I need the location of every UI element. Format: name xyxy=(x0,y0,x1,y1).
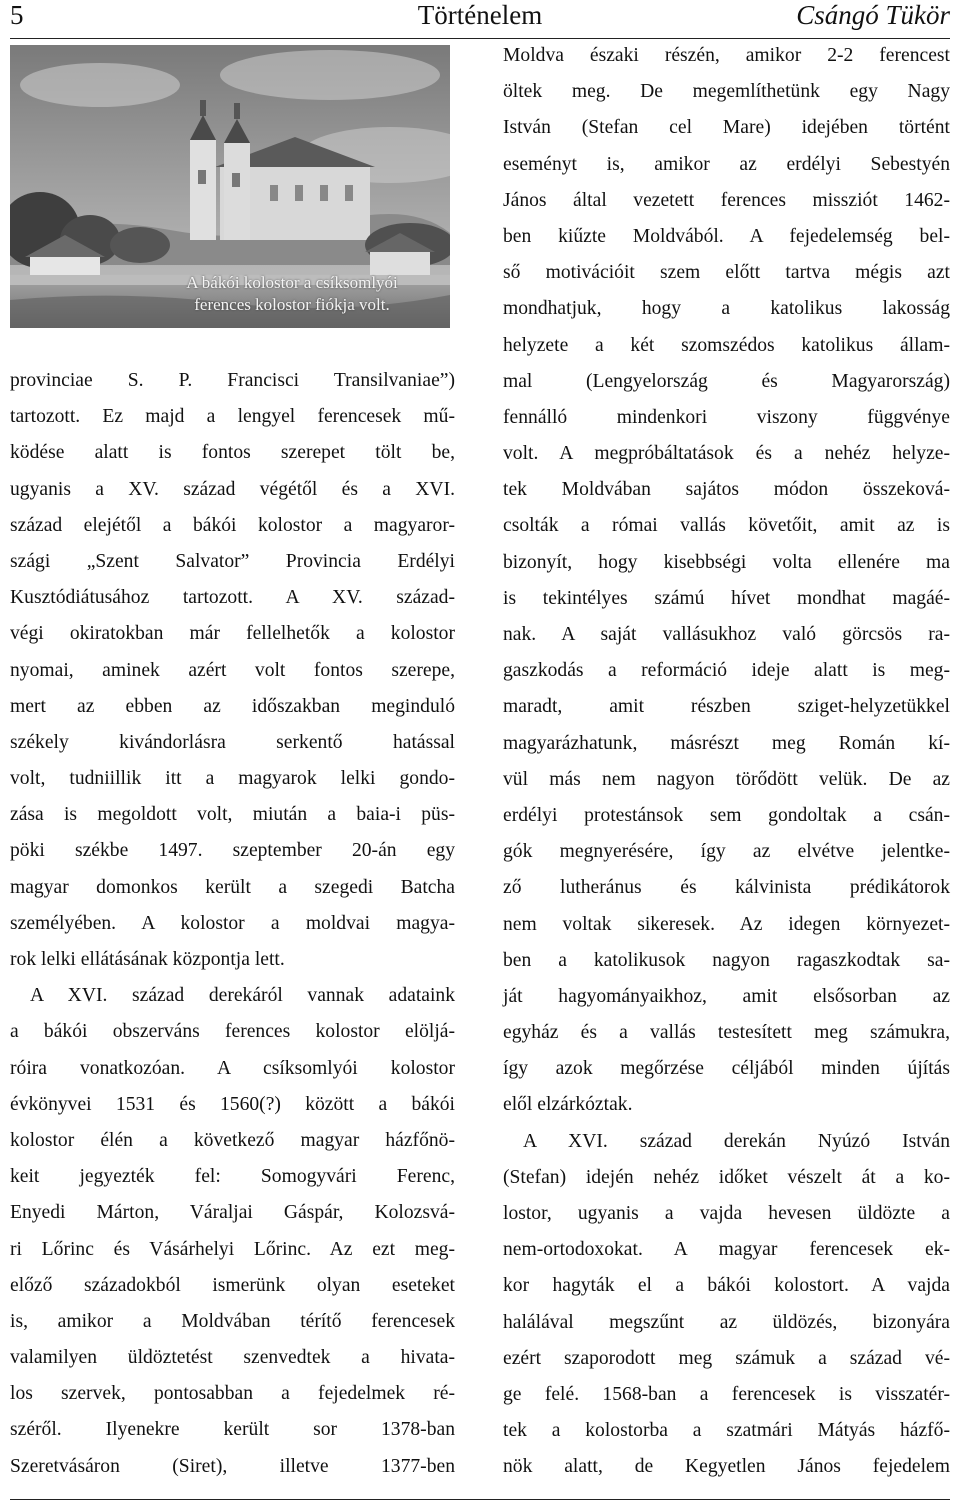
photo-caption-line: ferences kolostor fiókja volt. xyxy=(194,295,390,314)
text-line: magyar domonkos került a szegedi Batcha xyxy=(10,876,455,898)
text-line: ben a katolikusok nagyon ragaszkodtak sa- xyxy=(503,949,950,971)
text-line: provinciae S. P. Francisci Transilvaniae”) xyxy=(10,370,455,391)
text-line: János által vezetett ferences missziót 1462- xyxy=(503,189,950,211)
text-line: személyében. A kolostor a moldvai magya- xyxy=(10,912,455,934)
text-line: róira vonatkozóan. A csíksomlyói kolostor xyxy=(10,1057,455,1079)
text-line: halálával megszűnt az üldözés, bizonyára xyxy=(503,1311,950,1333)
section-title: Történelem xyxy=(417,0,543,30)
text-line: erdélyi protestánsok sem gondoltak a csán- xyxy=(503,804,950,826)
text-line: Enyedi Márton, Váraljai Gáspár, Kolozsvá- xyxy=(10,1202,455,1224)
text-line: nem-ortodoxokat. A magyar ferencesek ek- xyxy=(503,1239,950,1261)
text-line: öltek meg. De megemlíthetünk egy Nagy xyxy=(503,81,950,103)
text-line: A XVI. század derekáról vannak adataink xyxy=(30,985,455,1007)
text-line: ső motivációit szem előtt tartva mégis azt xyxy=(503,262,950,284)
text-line: keit jegyezték fel: Somogyvári Ferenc, xyxy=(10,1166,455,1188)
text-line: volt. A megpróbáltatások és a nehéz helyze- xyxy=(503,443,950,465)
text-line: gók megnyerésére, így az elvétve jelentke- xyxy=(503,841,950,863)
text-line: csolták a római vallás követőit, amit az is xyxy=(503,515,950,537)
page-number: 5 xyxy=(10,0,24,30)
text-line: los szervek, pontosabban a fejedelmek ré- xyxy=(10,1383,455,1405)
text-line: volt, tudniillik itt a magyarok lelki gondo- xyxy=(10,768,455,790)
text-line: Szeretvásáron (Siret), illetve 1377-ben xyxy=(10,1455,455,1477)
text-line: lostor, ugyanis a vajda hevesen üldözte a xyxy=(503,1203,950,1224)
text-line: széről. Ilyenekre került sor 1378-ban xyxy=(10,1419,455,1441)
text-line: nem voltak sikeresek. Az idegen környezet- xyxy=(503,913,950,935)
text-line: rok lelki ellátásának központja lett. xyxy=(10,949,285,970)
text-line: kolostor élén a következő magyar házfőnö- xyxy=(10,1129,455,1151)
text-line: tek Moldvában sajátos módon összeková- xyxy=(503,479,950,501)
text-line: ge felé. 1568-ban a ferencesek is visszatér- xyxy=(503,1383,950,1405)
text-line: A XVI. század derekán Nyúzó István xyxy=(523,1130,950,1152)
text-line: végi okiratokban már fellelhetők a kolostor xyxy=(10,623,455,645)
text-line: Kusztódiátusához tartozott. A XV. század- xyxy=(10,587,455,609)
text-line: maradt, amit részben sziget-helyzetükkel xyxy=(503,696,950,718)
text-line: ját hagyományaikhoz, amit elsősorban az xyxy=(503,985,950,1007)
text-line: a bákói obszerváns ferences kolostor elöljá- xyxy=(10,1021,455,1043)
text-line: ri Lőrinc és Vásárhelyi Lőrinc. Az ezt meg- xyxy=(10,1238,455,1260)
text-line: vül más nem nagyon törődött velük. De az xyxy=(503,768,950,790)
text-line: eseményt is, amikor az erdélyi Sebestyén xyxy=(503,153,950,175)
text-line: egyház és a vallás testesített meg számukra, xyxy=(503,1022,950,1044)
text-line: is, amikor a Moldvában térítő ferencesek xyxy=(10,1310,455,1332)
journal-name: Csángó Tükör xyxy=(796,0,950,30)
text-line: magyarázhatunk, másrészt meg Román kí- xyxy=(503,732,950,754)
text-line: előző századokból ismerünk olyan eseteket xyxy=(10,1274,455,1296)
text-line: pöki székbe 1497. szeptember 20-án egy xyxy=(10,840,455,862)
text-line: mondhatjuk, hogy a katolikus lakosság xyxy=(503,298,950,320)
text-line: (Stefan) idején nehéz időket vészelt át a ko- xyxy=(503,1166,950,1188)
page-header xyxy=(10,0,950,39)
text-line: nak. A saját vallásukhoz való görcsös ra- xyxy=(503,624,950,645)
text-line: tek a kolostorba a szatmári Mátyás házfő- xyxy=(503,1420,950,1442)
text-line: István (Stefan cel Mare) idejében történt xyxy=(503,117,950,139)
text-line: bizonyít, hogy kisebbségi volta ellenére ma xyxy=(503,551,950,573)
text-line: fennálló mindenkori viszony függvénye xyxy=(503,406,950,428)
text-line: zása is megoldott volt, miután a baia-i püs- xyxy=(10,804,455,826)
text-line: valamilyen üldöztetést szenvedtek a hivata- xyxy=(10,1347,455,1369)
text-line: székely kivándorlásra serkentő hatással xyxy=(10,731,455,753)
text-line: mert az ebben az időszakban meginduló xyxy=(10,695,455,717)
text-line: ugyanis a XV. század végétől és a XVI. xyxy=(10,478,455,500)
photo-caption xyxy=(152,272,432,316)
text-line: kor hagyták el a bákói kolostort. A vajda xyxy=(503,1275,950,1297)
text-line: század elejétől a bákói kolostor a magyaror- xyxy=(10,514,455,536)
text-line: évkönyvei 1531 és 1560(?) között a bákói xyxy=(10,1093,455,1115)
text-line: is tekintélyes számú hívet mondhat magáé- xyxy=(503,587,950,609)
text-line: tartozott. Ez majd a lengyel ferencesek mű- xyxy=(10,406,455,428)
text-line: nyomai, aminek azért volt fontos szerepe, xyxy=(10,659,455,681)
text-line: szági „Szent Salvator” Provincia Erdélyi xyxy=(10,550,455,572)
text-line: így azok megőrzése céljából minden újítás xyxy=(503,1058,950,1080)
right-column xyxy=(503,38,950,1486)
text-line: elől elzárkóztak. xyxy=(503,1094,633,1116)
text-line: gaszkodás a reformáció ideje alatt is meg- xyxy=(503,660,950,682)
text-line: ben kiűzte Moldvából. A fejedelemség bel- xyxy=(503,225,950,247)
text-line: mal (Lengyelország és Magyarország) xyxy=(503,370,950,392)
text-line: ző lutheránus és kálvinista prédikátorok xyxy=(503,877,950,899)
text-line: nök alatt, de Kegyetlen János fejedelem xyxy=(503,1456,950,1478)
text-line: Moldva északi részén, amikor 2-2 ferencest xyxy=(503,45,950,66)
photo-caption-line: A bákói kolostor a csíksomlyói xyxy=(186,273,398,292)
text-line: helyzete a két szomszédos katolikus állam- xyxy=(503,334,950,356)
text-line: ködése alatt is fontos szerepet tölt be, xyxy=(10,442,455,464)
left-column xyxy=(10,363,455,1485)
monastery-photo xyxy=(10,45,450,328)
footer-rule xyxy=(10,1499,950,1500)
text-line: ezért szaporodott meg számuk a század vé- xyxy=(503,1347,950,1369)
